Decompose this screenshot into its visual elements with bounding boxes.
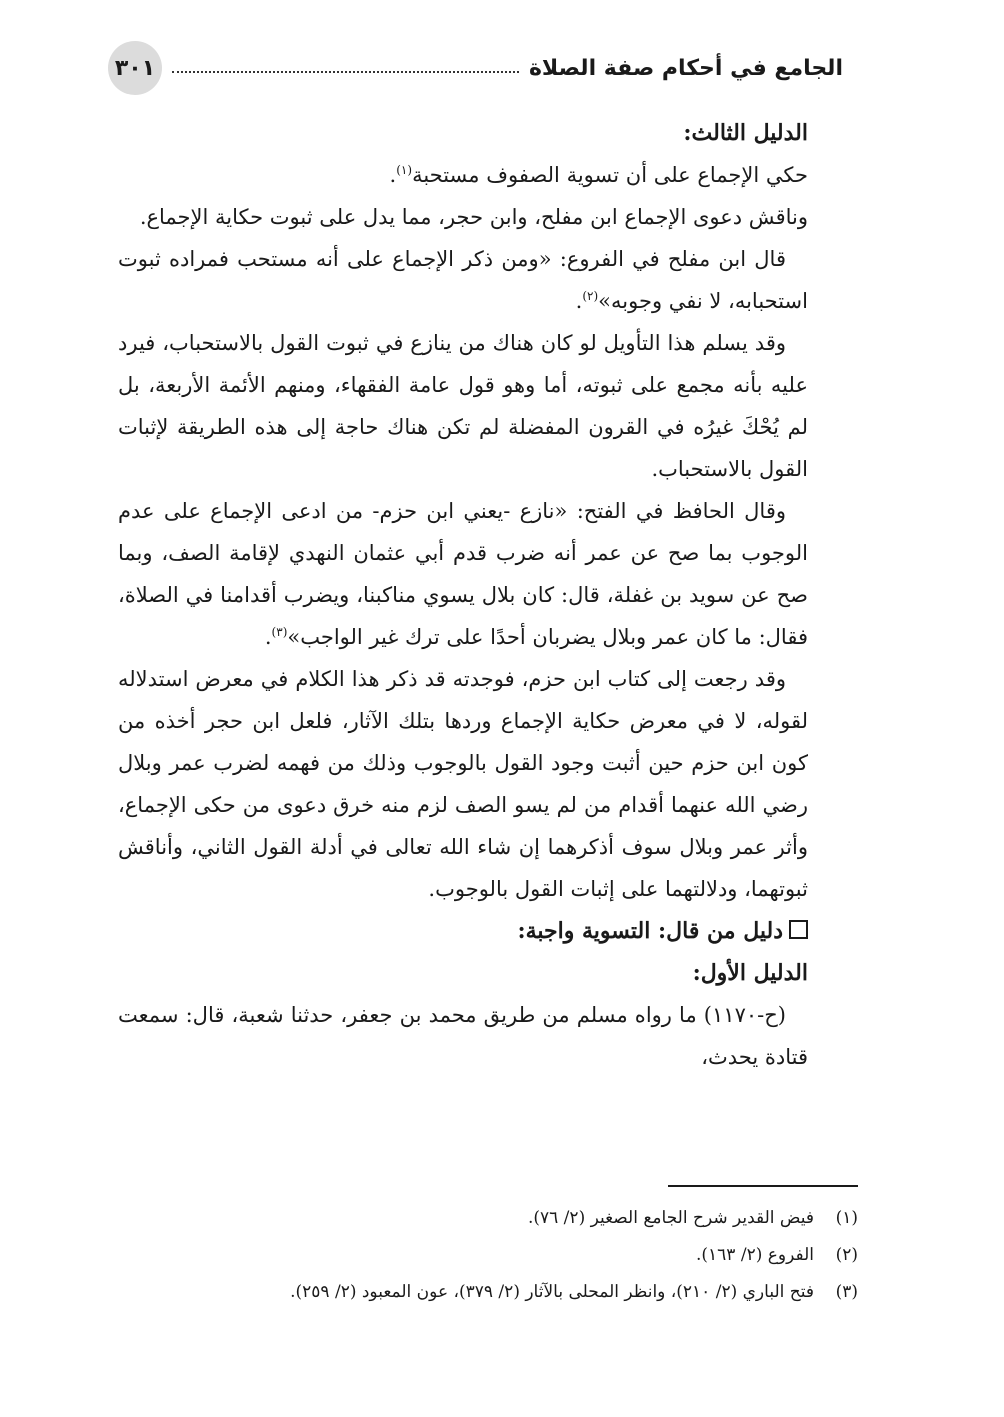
- paragraph-6: وقد رجعت إلى كتاب ابن حزم، فوجدته قد ذكر هذا الكلام في معرض استدلاله لقوله، لا في معرض حكاية الإجماع وردها بتلك الآثار، فلعل ابن حجر أخذه من كون ابن حزم حين أثبت وجود القول بالوجوب وذلك من فهمه لضرب عمر وبلال رضي الله عنهما أقدام من لم يسو الصف لزم منه خرق دعوى من حكى الإجماع، وأثر عمر وبلال سوف أذكرهما إن شاء الله تعالى في أدلة القول الثاني، وأناقش ثبوتهما، ودلالتهما على إثبات القول بالوجوب.: [118, 667, 808, 901]
- paragraph-2: وناقش دعوى الإجماع ابن مفلح، وابن حجر، مما يدل على ثبوت حكاية الإجماع.: [139, 205, 808, 229]
- footnotes: [118, 1200, 858, 1311]
- paragraph-7: (ح-١١٧٠) ما رواه مسلم من طريق محمد بن جعفر، حدثنا شعبة، قال: سمعت قتادة يحدث،: [118, 1003, 808, 1069]
- paragraph-1: حكي الإجماع على أن تسوية الصفوف مستحبة$^{(١)}$.: [389, 163, 808, 187]
- page-header: [108, 40, 843, 96]
- footnote-2: (٢)الفروع (٢/ ١٦٣).: [695, 1245, 858, 1265]
- paragraph-3: قال ابن مفلح في الفروع: «ومن ذكر الإجماع على أنه مستحب فمراده ثبوت استحبابه، لا نفي وجوبه»$^{(٢)}$.: [118, 247, 808, 313]
- section-heading: دليل من قال: التسوية واجبة:: [118, 910, 808, 952]
- heading-third-evidence: الدليل الثالث:: [683, 120, 808, 146]
- header-dotted-leader: [172, 71, 519, 73]
- footnote-ref-3: (٣): [271, 625, 288, 639]
- footnote-ref-1: (١): [396, 163, 413, 177]
- heading-first-evidence: الدليل الأول:: [692, 960, 808, 986]
- footnote-1: (١)فيض القدير شرح الجامع الصغير (٢/ ٧٦).: [527, 1208, 858, 1228]
- main-text: [118, 112, 808, 1078]
- footnote-3: (٣)فتح الباري (٢/ ٢١٠)، وانظر المحلى بالآثار (٢/ ٣٧٩)، عون المعبود (٢/ ٢٥٩).: [290, 1282, 858, 1302]
- checkbox-square-icon: [789, 920, 808, 939]
- paragraph-4: وقد يسلم هذا التأويل لو كان هناك من ينازع في ثبوت القول بالاستحباب، فيرد عليه بأنه مجمع على ثبوته، أما وهو قول عامة الفقهاء، ومنهم الأئمة الأربعة، بل لم يُحْكَ غيرُه في القرون المفضلة لم تكن هناك حاجة إلى هذه الطريقة لإثبات القول بالاستحباب.: [118, 331, 808, 481]
- page-number-badge: ٣٠١: [108, 41, 162, 95]
- paragraph-5: وقال الحافظ في الفتح: «نازع -يعني ابن حزم- من ادعى الإجماع على عدم الوجوب بما صح عن عمر أنه ضرب قدم أبي عثمان النهدي لإقامة الصف، وبما صح عن سويد بن غفلة، قال: كان بلال يسوي مناكبنا، ويضرب أقدامنا في الصلاة، فقال: ما كان عمر وبلال يضربان أحدًا على ترك غير الواجب»$^{(٣)}$.: [118, 499, 808, 649]
- footnote-divider: [668, 1185, 858, 1187]
- book-title: الجامع في أحكام صفة الصلاة: [528, 55, 843, 81]
- footnote-ref-2: (٢): [582, 289, 599, 303]
